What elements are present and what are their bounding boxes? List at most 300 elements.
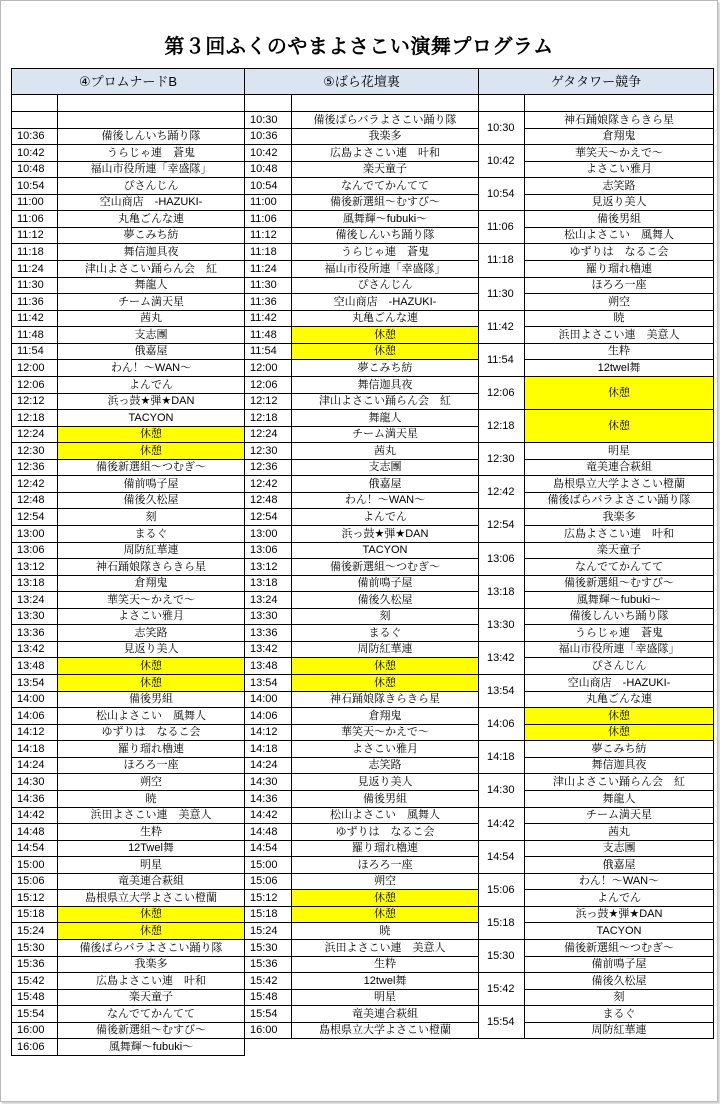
performer-cell: 華笑天～かえで～	[524, 144, 714, 162]
performer-cell: 備後ばらバラよさこい踊り隊	[57, 939, 245, 957]
time-cell: 15:00	[11, 856, 58, 874]
performer-cell: 志笑路	[291, 757, 479, 774]
time-cell: 11:24	[11, 260, 58, 278]
performer-cell: 島根県立大学よさこい橙蘭	[291, 1022, 479, 1039]
time-cell: 13:48	[244, 657, 292, 675]
spacer-cell	[244, 94, 292, 112]
time-cell: 13:36	[244, 624, 292, 642]
time-cell: 15:48	[244, 989, 292, 1006]
slot-time-cell: 15:18	[478, 906, 525, 940]
break-cell: 休憩	[524, 409, 714, 443]
performer-cell: 浜田よさこい連 美意人	[57, 807, 245, 824]
performer-cell: 備前鳴子屋	[524, 956, 714, 973]
performer-cell: 空山商店 -HAZUKI-	[57, 194, 245, 211]
time-cell: 13:54	[244, 674, 292, 692]
time-cell: 11:06	[11, 210, 58, 228]
performer-cell: まるぐ	[57, 525, 245, 543]
performer-cell: ゆずりは なるこ会	[524, 243, 714, 261]
time-cell: 13:00	[244, 525, 292, 543]
performer-cell: 備後しんいち踊り隊	[291, 227, 479, 244]
time-cell: 12:06	[11, 376, 58, 394]
performer-cell: 備後久松屋	[291, 591, 479, 609]
time-cell: 13:06	[11, 542, 58, 559]
time-cell: 13:24	[11, 591, 58, 609]
performer-cell: 広島よさこい連 叶和	[524, 525, 714, 543]
time-cell: 11:54	[11, 343, 58, 360]
time-cell: 10:54	[11, 177, 58, 195]
performer-cell: 俄嘉屋	[291, 475, 479, 493]
time-cell: 15:54	[244, 1005, 292, 1023]
time-cell: 15:42	[11, 972, 58, 990]
time-cell: 14:42	[244, 807, 292, 824]
slot-time-cell: 10:30	[478, 111, 525, 145]
time-cell: 14:24	[244, 757, 292, 774]
performer-cell: 俄嘉屋	[57, 343, 245, 360]
time-cell: 10:30	[244, 111, 292, 129]
time-cell: 10:42	[244, 144, 292, 162]
performer-cell: 備後新選組～むすび～	[524, 575, 714, 592]
performer-cell: 12twel舞	[291, 972, 479, 990]
performer-cell: ぴさんじん	[524, 657, 714, 675]
time-cell: 15:24	[244, 922, 292, 940]
time-cell: 13:00	[11, 525, 58, 543]
time-cell: 14:12	[244, 724, 292, 741]
performer-cell: 舞信迦具夜	[524, 757, 714, 774]
time-cell: 11:30	[244, 277, 292, 294]
spacer-cell	[291, 94, 479, 112]
break-cell: 休憩	[291, 343, 479, 360]
performer-cell: 茜丸	[524, 823, 714, 841]
time-cell: 12:18	[11, 409, 58, 427]
performer-cell: 羅り瑠れ櫓連	[57, 740, 245, 758]
time-cell: 16:00	[11, 1022, 58, 1039]
time-cell: 11:18	[11, 243, 58, 261]
performer-cell: 福山市役所連「幸盛隊」	[57, 161, 245, 178]
slot-time-cell: 13:30	[478, 608, 525, 642]
time-cell: 11:48	[11, 326, 58, 344]
performer-cell: 備後新選組～つむぎ～	[291, 558, 479, 576]
time-cell: 13:12	[11, 558, 58, 576]
performer-cell: 島根県立大学よさこい橙蘭	[524, 475, 714, 493]
time-cell: 15:18	[11, 906, 58, 923]
performer-cell: 舞龍人	[524, 790, 714, 808]
time-cell: 11:42	[11, 310, 58, 327]
stage-header: ⑤ばら花壇裏	[244, 68, 479, 95]
slot-time-cell: 15:42	[478, 972, 525, 1006]
performer-cell: 備後しんいち踊り隊	[524, 608, 714, 625]
time-cell: 15:12	[244, 889, 292, 907]
time-cell: 12:42	[244, 475, 292, 493]
performer-cell	[57, 111, 245, 129]
slot-time-cell: 11:06	[478, 210, 525, 244]
performer-cell: 備後ばらバラよさこい踊り隊	[291, 111, 479, 129]
time-cell: 12:24	[11, 426, 58, 443]
slot-time-cell: 15:54	[478, 1005, 525, 1039]
performer-cell: 朔空	[57, 773, 245, 791]
performer-cell: 備後男組	[524, 210, 714, 228]
performer-cell: 丸亀ごんな連	[57, 210, 245, 228]
time-cell: 13:42	[11, 641, 58, 658]
performer-cell: 夢こみち紡	[291, 359, 479, 377]
break-cell: 休憩	[291, 326, 479, 344]
performer-cell: よんでん	[524, 889, 714, 907]
time-cell: 13:30	[244, 608, 292, 625]
time-cell: 12:30	[11, 442, 58, 460]
break-cell: 休憩	[291, 674, 479, 692]
performer-cell: 支志團	[291, 459, 479, 476]
performer-cell: 倉翔鬼	[291, 707, 479, 725]
time-cell: 12:54	[11, 508, 58, 526]
performer-cell: ぴさんじん	[57, 177, 245, 195]
performer-cell: 舞龍人	[291, 409, 479, 427]
performer-cell: 夢こみち紡	[524, 740, 714, 758]
performer-cell: うらじゃ連 蒼鬼	[57, 144, 245, 162]
performer-cell: 浜っ鼓★弾★DAN	[524, 906, 714, 923]
slot-time-cell: 12:18	[478, 409, 525, 443]
time-cell: 11:12	[11, 227, 58, 244]
performer-cell: 周防紅華連	[524, 1022, 714, 1039]
performer-cell: 備後新選組～つむぎ～	[524, 939, 714, 957]
time-cell: 12:48	[244, 492, 292, 509]
time-cell: 15:48	[11, 989, 58, 1006]
spacer-cell	[57, 94, 245, 112]
performer-cell: チーム満天星	[524, 807, 714, 824]
performer-cell: 風舞輝～fubuki～	[57, 1038, 245, 1056]
time-cell: 13:06	[244, 542, 292, 559]
time-cell: 15:00	[244, 856, 292, 874]
slot-time-cell: 15:06	[478, 873, 525, 907]
time-cell: 14:48	[11, 823, 58, 841]
performer-cell: よさこい雅月	[291, 740, 479, 758]
performer-cell: 支志團	[57, 326, 245, 344]
time-cell: 13:54	[11, 674, 58, 692]
performer-cell: 見返り美人	[57, 641, 245, 658]
time-cell: 10:54	[244, 177, 292, 195]
spacer-cell	[478, 94, 525, 112]
break-cell: 休憩	[57, 922, 245, 940]
performer-cell: 羅り瑠れ櫓連	[524, 260, 714, 278]
performer-cell: 浜田よさこい連 美意人	[291, 939, 479, 957]
time-cell: 11:18	[244, 243, 292, 261]
spacer-cell	[11, 94, 58, 112]
time-cell: 12:12	[244, 393, 292, 410]
performer-cell: 刻	[524, 989, 714, 1006]
time-cell: 15:06	[244, 873, 292, 890]
time-cell: 13:18	[11, 575, 58, 592]
performer-cell: 周防紅華連	[57, 542, 245, 559]
performer-cell: 倉翔鬼	[57, 575, 245, 592]
time-cell: 12:42	[11, 475, 58, 493]
stage-header: ゲタタワー競争	[478, 68, 714, 95]
time-cell: 12:00	[11, 359, 58, 377]
time-cell: 11:24	[244, 260, 292, 278]
time-cell: 15:36	[244, 956, 292, 973]
slot-time-cell: 12:54	[478, 508, 525, 543]
break-cell: 休憩	[291, 657, 479, 675]
performer-cell: 備後男組	[57, 691, 245, 708]
time-cell: 12:36	[244, 459, 292, 476]
performer-cell: 華笑天～かえで～	[57, 591, 245, 609]
performer-cell: 華笑天～かえで～	[291, 724, 479, 741]
time-cell: 14:48	[244, 823, 292, 841]
performer-cell: チーム満天星	[291, 426, 479, 443]
performer-cell: 松山よさこい 風舞人	[524, 227, 714, 244]
schedule-table	[1, 1, 717, 1101]
performer-cell: 茜丸	[291, 442, 479, 460]
performer-cell: 楽天童子	[291, 161, 479, 178]
performer-cell: なんでてかんてて	[524, 558, 714, 576]
page-title: 第３回ふくのやまよさこい演舞プログラム	[164, 36, 554, 58]
break-cell: 休憩	[57, 442, 245, 460]
slot-time-cell: 14:06	[478, 707, 525, 741]
performer-cell: 朔空	[524, 293, 714, 311]
time-cell: 11:12	[244, 227, 292, 244]
time-cell: 15:12	[11, 889, 58, 907]
slot-time-cell: 11:42	[478, 310, 525, 344]
performer-cell: 羅り瑠れ櫓連	[291, 840, 479, 857]
break-cell: 休憩	[57, 426, 245, 443]
performer-cell: 俄嘉屋	[524, 856, 714, 874]
performer-cell: 風舞輝～fubuki～	[524, 591, 714, 609]
time-cell: 13:30	[11, 608, 58, 625]
performer-cell: 備後新選組～つむぎ～	[57, 459, 245, 476]
performer-cell: 空山商店 -HAZUKI-	[524, 674, 714, 692]
performer-cell: TACYON	[57, 409, 245, 427]
time-cell: 12:54	[244, 508, 292, 526]
performer-cell: 松山よさこい 風舞人	[291, 807, 479, 824]
time-cell: 12:48	[11, 492, 58, 509]
slot-time-cell: 15:30	[478, 939, 525, 973]
performer-cell: よんでん	[57, 376, 245, 394]
performer-cell: 丸亀ごんな連	[524, 691, 714, 708]
slot-time-cell: 13:42	[478, 641, 525, 675]
performer-cell: 楽天童子	[57, 989, 245, 1006]
time-cell: 13:36	[11, 624, 58, 642]
performer-cell: 生粋	[524, 343, 714, 360]
performer-cell: まるぐ	[524, 1005, 714, 1023]
time-cell: 16:06	[11, 1038, 58, 1056]
performer-cell: 12Twel舞	[57, 840, 245, 857]
performer-cell: 津山よさこい踊らん会 紅	[57, 260, 245, 278]
time-cell: 12:18	[244, 409, 292, 427]
time-cell: 10:48	[244, 161, 292, 178]
time-cell: 11:06	[244, 210, 292, 228]
performer-cell: 竜美連合萩組	[291, 1005, 479, 1023]
performer-cell: 備後新選組～むすび～	[57, 1022, 245, 1039]
time-cell: 14:36	[11, 790, 58, 808]
stage-header: ④プロムナードB	[11, 68, 245, 95]
performer-cell: わん！～WAN～	[291, 492, 479, 509]
performer-cell: ぴさんじん	[291, 277, 479, 294]
time-cell: 14:24	[11, 757, 58, 774]
time-cell: 11:36	[11, 293, 58, 311]
performer-cell: 丸亀ごんな連	[291, 310, 479, 327]
performer-cell: 備後ばらバラよさこい踊り隊	[524, 492, 714, 509]
slot-time-cell: 12:42	[478, 475, 525, 509]
time-cell: 15:30	[11, 939, 58, 957]
slot-time-cell: 13:06	[478, 542, 525, 576]
time-cell: 14:06	[244, 707, 292, 725]
time-cell: 14:00	[244, 691, 292, 708]
performer-cell: 津山よさこい踊らん会 紅	[291, 393, 479, 410]
time-cell: 14:42	[11, 807, 58, 824]
time-cell: 11:00	[244, 194, 292, 211]
performer-cell: うらじゃ連 蒼鬼	[524, 624, 714, 642]
performer-cell: 暁	[524, 310, 714, 327]
performer-cell: 明星	[524, 442, 714, 460]
time-cell: 15:36	[11, 956, 58, 973]
performer-cell: 浜っ鼓★弾★DAN	[57, 393, 245, 410]
break-cell: 休憩	[524, 724, 714, 741]
performer-cell: 神石踊娘隊きらきら星	[524, 111, 714, 129]
slot-time-cell: 12:30	[478, 442, 525, 476]
performer-cell: 備前鳴子屋	[57, 475, 245, 493]
time-cell: 11:36	[244, 293, 292, 311]
time-cell: 12:06	[244, 376, 292, 394]
performer-cell: 生粋	[291, 956, 479, 973]
performer-cell: 竜美連合萩組	[57, 873, 245, 890]
slot-time-cell: 14:54	[478, 840, 525, 874]
performer-cell: よんでん	[291, 508, 479, 526]
slot-time-cell: 12:06	[478, 376, 525, 410]
time-cell: 14:18	[244, 740, 292, 758]
break-cell: 休憩	[57, 657, 245, 675]
performer-cell: 備後久松屋	[57, 492, 245, 509]
performer-cell: 見返り美人	[291, 773, 479, 791]
performer-cell: 備後男組	[291, 790, 479, 808]
performer-cell: わん！～WAN～	[524, 873, 714, 890]
break-cell: 休憩	[57, 906, 245, 923]
performer-cell: 備前鳴子屋	[291, 575, 479, 592]
performer-cell: 志笑路	[524, 177, 714, 195]
performer-cell: 楽天童子	[524, 542, 714, 559]
performer-cell: 夢こみち紡	[57, 227, 245, 244]
performer-cell: 朔空	[291, 873, 479, 890]
performer-cell: ゆずりは なるこ会	[291, 823, 479, 841]
time-cell: 11:00	[11, 194, 58, 211]
time-cell: 14:30	[11, 773, 58, 791]
time-cell: 12:36	[11, 459, 58, 476]
performer-cell: 広島よさこい連 叶和	[291, 144, 479, 162]
slot-time-cell: 11:18	[478, 243, 525, 278]
performer-cell: 志笑路	[57, 624, 245, 642]
time-cell: 11:30	[11, 277, 58, 294]
time-cell: 15:18	[244, 906, 292, 923]
time-cell: 14:54	[11, 840, 58, 857]
performer-cell: 津山よさこい踊らん会 紅	[524, 773, 714, 791]
time-cell	[11, 111, 58, 129]
performer-cell: 竜美連合萩組	[524, 459, 714, 476]
time-cell: 13:12	[244, 558, 292, 576]
slot-time-cell: 10:42	[478, 144, 525, 178]
break-cell: 休憩	[291, 906, 479, 923]
time-cell: 14:54	[244, 840, 292, 857]
performer-cell: 浜田よさこい連 美意人	[524, 326, 714, 344]
performer-cell: 刻	[291, 608, 479, 625]
performer-cell: 舞龍人	[57, 277, 245, 294]
time-cell: 12:12	[11, 393, 58, 410]
time-cell: 10:42	[11, 144, 58, 162]
time-cell: 13:18	[244, 575, 292, 592]
break-cell: 休憩	[524, 376, 714, 410]
performer-cell: 倉翔鬼	[524, 128, 714, 145]
performer-cell: 舞信迦具夜	[57, 243, 245, 261]
slot-time-cell: 14:18	[478, 740, 525, 774]
performer-cell: ほろろ一座	[57, 757, 245, 774]
time-cell: 14:30	[244, 773, 292, 791]
performer-cell: 備後新選組～むすび～	[291, 194, 479, 211]
time-cell: 15:06	[11, 873, 58, 890]
time-cell: 15:42	[244, 972, 292, 990]
performer-cell: なんでてかんてて	[57, 1005, 245, 1023]
time-cell: 15:24	[11, 922, 58, 940]
performer-cell: 福山市役所連「幸盛隊」	[291, 260, 479, 278]
performer-cell: 生粋	[57, 823, 245, 841]
performer-cell: 明星	[57, 856, 245, 874]
break-cell: 休憩	[524, 707, 714, 725]
performer-cell: よさこい雅月	[524, 161, 714, 178]
time-cell: 11:48	[244, 326, 292, 344]
performer-cell: 島根県立大学よさこい橙蘭	[57, 889, 245, 907]
performer-cell: 舞信迦具夜	[291, 376, 479, 394]
performer-cell: 見返り美人	[524, 194, 714, 211]
performer-cell: 周防紅華連	[291, 641, 479, 658]
time-cell: 14:06	[11, 707, 58, 725]
performer-cell: 備後しんいち踊り隊	[57, 128, 245, 145]
performer-cell: TACYON	[524, 922, 714, 940]
performer-cell: 茜丸	[57, 310, 245, 327]
time-cell: 15:54	[11, 1005, 58, 1023]
slot-time-cell: 14:30	[478, 773, 525, 808]
performer-cell: 支志團	[524, 840, 714, 857]
time-cell: 15:30	[244, 939, 292, 957]
time-cell: 16:00	[244, 1022, 292, 1039]
performer-cell: 風舞輝～fubuki～	[291, 210, 479, 228]
performer-cell: 浜っ鼓★弾★DAN	[291, 525, 479, 543]
performer-cell: 神石踊娘隊きらきら星	[57, 558, 245, 576]
performer-cell: まるぐ	[291, 624, 479, 642]
time-cell: 12:00	[244, 359, 292, 377]
slot-time-cell: 14:42	[478, 807, 525, 841]
time-cell: 11:42	[244, 310, 292, 327]
time-cell: 13:42	[244, 641, 292, 658]
performer-cell: 12twel舞	[524, 359, 714, 377]
performer-cell: 刻	[57, 508, 245, 526]
performer-cell: 明星	[291, 989, 479, 1006]
performer-cell: 我楽多	[57, 956, 245, 973]
performer-cell: TACYON	[291, 542, 479, 559]
time-cell: 14:36	[244, 790, 292, 808]
performer-cell: 備後久松屋	[524, 972, 714, 990]
performer-cell: 空山商店 -HAZUKI-	[291, 293, 479, 311]
time-cell: 10:36	[244, 128, 292, 145]
performer-cell: うらじゃ連 蒼鬼	[291, 243, 479, 261]
break-cell: 休憩	[57, 674, 245, 692]
time-cell: 12:30	[244, 442, 292, 460]
time-cell: 10:48	[11, 161, 58, 178]
performer-cell: チーム満天星	[57, 293, 245, 311]
time-cell: 14:12	[11, 724, 58, 741]
time-cell: 12:24	[244, 426, 292, 443]
time-cell: 13:48	[11, 657, 58, 675]
performer-cell: 暁	[57, 790, 245, 808]
performer-cell: 福山市役所連「幸盛隊」	[524, 641, 714, 658]
time-cell: 14:00	[11, 691, 58, 708]
performer-cell: 我楽多	[524, 508, 714, 526]
time-cell: 10:36	[11, 128, 58, 145]
time-cell: 14:18	[11, 740, 58, 758]
performer-cell: 我楽多	[291, 128, 479, 145]
